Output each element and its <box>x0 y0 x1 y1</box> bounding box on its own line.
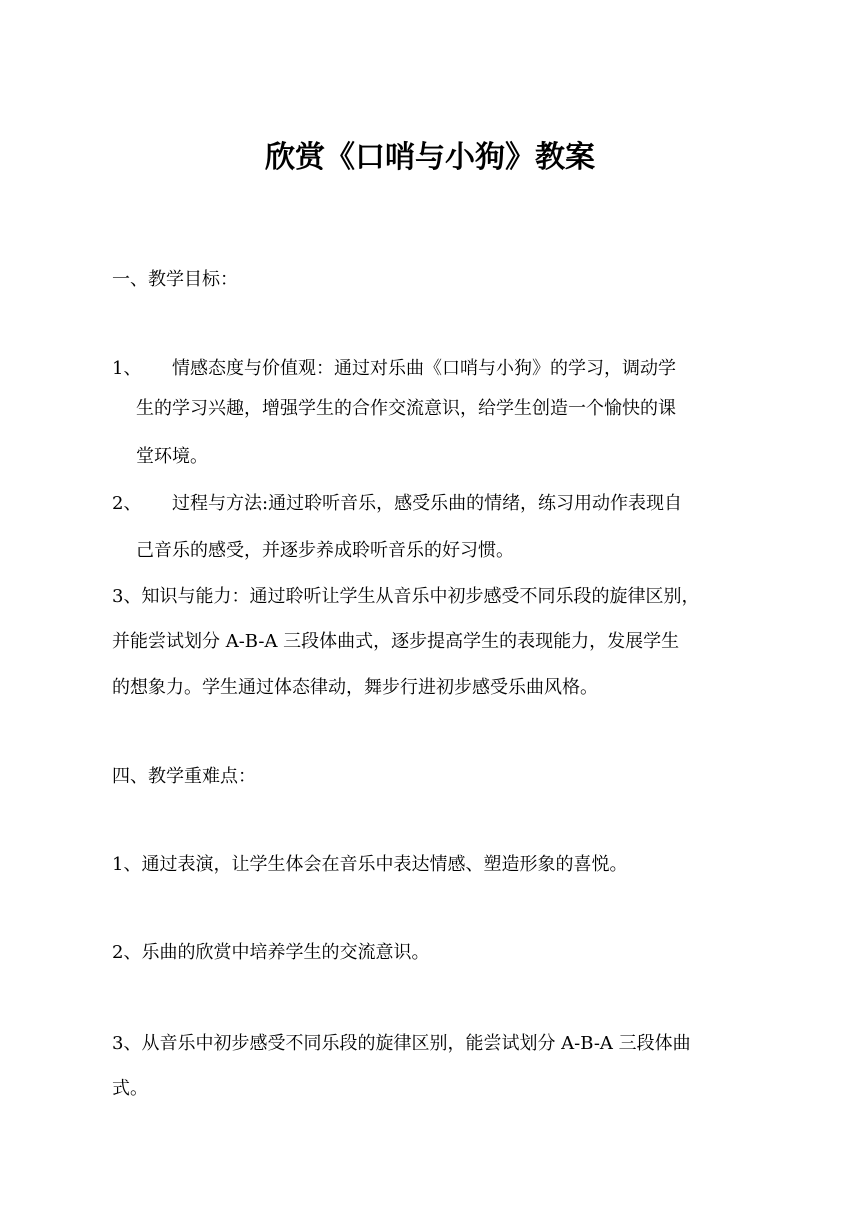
objective-3-line-2: 并能尝试划分 A-B-A 三段体曲式，逐步提高学生的表现能力，发展学生 <box>112 631 680 652</box>
objective-1-line-1 <box>112 357 676 381</box>
keypoint-3-line-2: 式。 <box>112 1078 148 1099</box>
page-title: 欣赏《口哨与小狗》教案 <box>265 140 595 175</box>
objective-3-line-3: 的想象力。学生通过体态律动，舞步行进初步感受乐曲风格。 <box>112 677 598 698</box>
keypoints-heading: 四、教学重难点： <box>112 766 256 787</box>
objective-1-line-2: 生的学习兴趣，增强学生的合作交流意识，给学生创造一个愉快的课 <box>136 398 676 419</box>
keypoint-3-line-1: 3、从音乐中初步感受不同乐段的旋律区别，能尝试划分 A-B-A 三段体曲 <box>112 1033 691 1054</box>
objective-2-line-2: 己音乐的感受，并逐步养成聆听音乐的好习惯。 <box>136 540 514 561</box>
objective-2-number: 2、 <box>112 493 142 514</box>
objective-1-text-1: 情感态度与价值观：通过对乐曲《口哨与小狗》的学习，调动学 <box>172 358 676 379</box>
objective-3-line-1: 3、知识与能力：通过聆听让学生从音乐中初步感受不同乐段的旋律区别， <box>112 586 700 607</box>
objective-1-line-3: 堂环境。 <box>136 446 208 467</box>
objective-2-line-1 <box>112 492 682 516</box>
objectives-heading: 一、教学目标： <box>112 269 238 290</box>
objective-1-number: 1、 <box>112 358 142 379</box>
keypoint-1: 1、通过表演，让学生体会在音乐中表达情感、塑造形象的喜悦。 <box>112 854 628 875</box>
keypoint-2: 2、乐曲的欣赏中培养学生的交流意识。 <box>112 942 430 963</box>
objective-2-text-1: 过程与方法:通过聆听音乐，感受乐曲的情绪，练习用动作表现自 <box>172 493 683 514</box>
